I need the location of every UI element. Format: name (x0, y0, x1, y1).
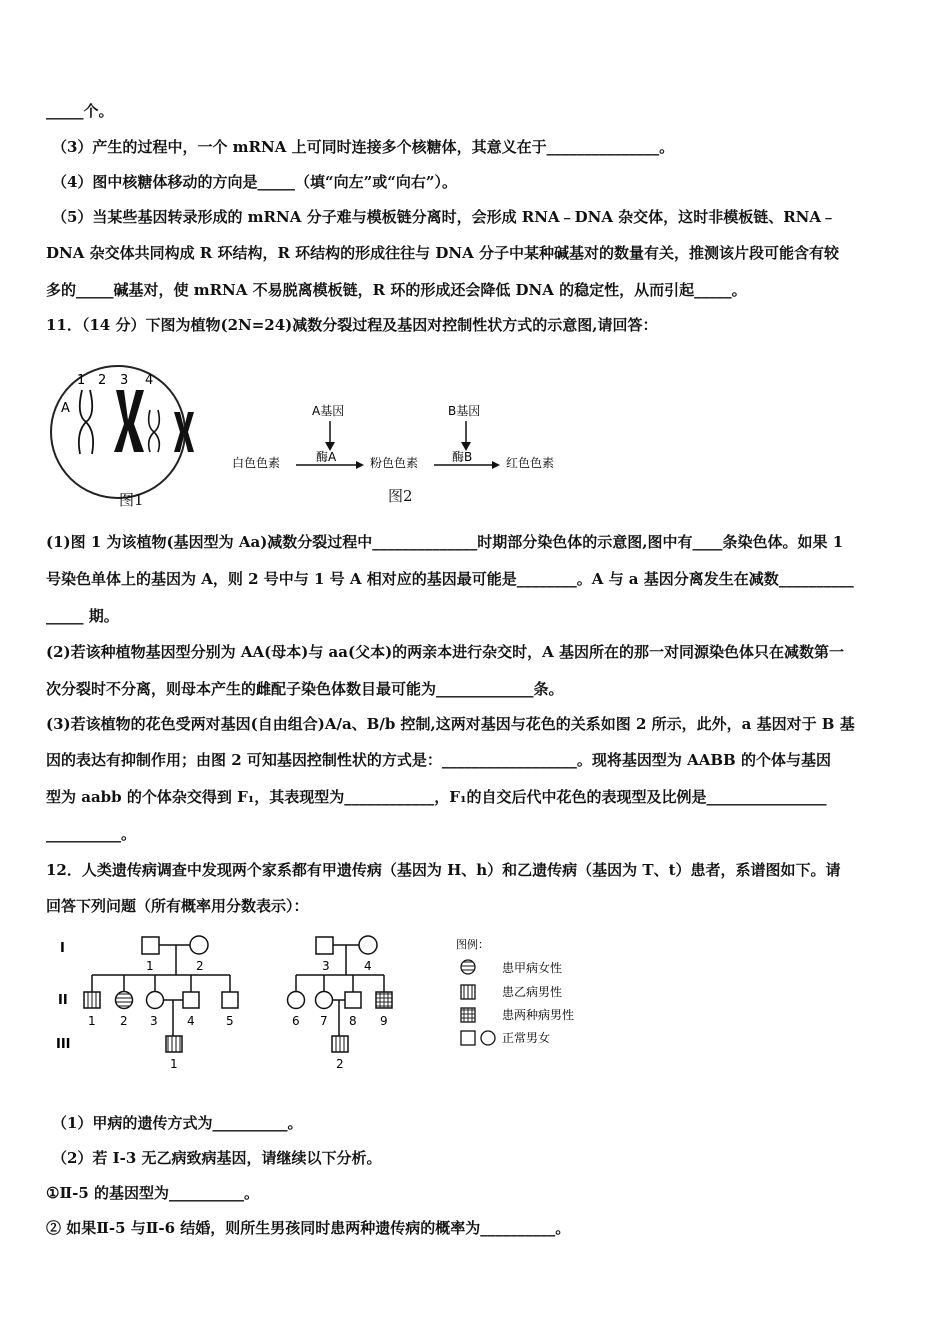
individual-number: 1 (170, 1057, 178, 1071)
white-pigment-label: 白色色素 (232, 456, 281, 470)
family-1 (84, 936, 238, 1052)
figure-1-caption: 图1 (119, 491, 144, 509)
legend-label: 患甲病女性 (502, 961, 563, 975)
question-12-1: （1）甲病的遗传方式为__________。 (52, 1114, 303, 1132)
chromosome-solid-large (114, 390, 144, 452)
legend-label: 患两种病男性 (502, 1008, 575, 1022)
legend-label: 正常男女 (502, 1031, 551, 1045)
text-line: DNA 杂交体共同构成 R 环结构，R 环结构的形成往往与 DNA 分子中某种碱基对的数量有关，推测该片段可能含有较 (46, 244, 839, 262)
individual-number: 1 (146, 959, 154, 973)
male-normal (142, 937, 159, 954)
text-line: 号染色单体上的基因为 A，则 2 号中与 1 号 A 相对应的基因最可能是________。A 与 a 基因分离发生在减数__________ (46, 570, 854, 588)
male-both-diseases (376, 992, 392, 1008)
generation-label-3: III (56, 1037, 71, 1052)
individual-number: 7 (320, 1014, 328, 1028)
legend-title: 图例： (456, 938, 489, 951)
individual-number: 3 (322, 959, 330, 973)
male-normal (222, 992, 238, 1008)
family-2 (288, 936, 393, 1052)
text-line: 次分裂时不分离，则母本产生的雌配子染色体数目最可能为_____________条。 (46, 680, 564, 698)
text-line: 回答下列问题（所有概率用分数表示）： (46, 897, 309, 915)
problem-12-heading: 12．人类遗传病调查中发现两个家系都有甲遗传病（基因为 H、h）和乙遗传病（基因为 T、t）患者，系谱图如下。请 (46, 861, 841, 879)
red-pigment-label: 红色色素 (506, 456, 555, 470)
legend-normal-female-symbol (481, 1031, 495, 1045)
male-disease-b (84, 992, 100, 1008)
male-disease-b (332, 1036, 348, 1052)
question-4: （4）图中核糖体移动的方向是_____（填“向左”或“向右”）。 (52, 173, 457, 191)
question-11-2: (2)若该种植物基因型分别为 AA(母本)与 aa(父本)的两亲本进行杂交时，A 基因所在的那一对同源染色体只在减数第一 (46, 643, 845, 661)
chromosome-outline-small (149, 410, 160, 452)
individual-number: 5 (226, 1014, 234, 1028)
generation-label-1: I (60, 941, 65, 956)
male-normal (345, 992, 361, 1008)
male-normal (183, 992, 199, 1008)
figure-1-cell (46, 360, 216, 510)
female-normal (288, 992, 305, 1009)
legend-label: 患乙病男性 (502, 985, 563, 999)
individual-number: 6 (292, 1014, 300, 1028)
gene-a-label: A基因 (312, 404, 345, 418)
individual-number: 3 (150, 1014, 158, 1028)
question-12-2-sub-2: ② 如果Ⅱ-5 与Ⅱ-6 结婚，则所生男孩同时患两种遗传病的概率为__________。 (46, 1219, 571, 1237)
legend-disease-b-male-symbol (461, 985, 475, 999)
gene-label-a: A (61, 401, 70, 416)
figure-2-pathway (230, 395, 580, 480)
problem-11-heading: 11．（14 分）下图为植物(2N=24)减数分裂过程及基因对控制性状方式的示意图,请回答： (46, 316, 658, 334)
pedigree-chart (50, 928, 610, 1078)
question-5: （5）当某些基因转录形成的 mRNA 分子难与模板链分离时，会形成 RNA﹣DNA 杂交体，这时非模板链、RNA﹣ (52, 208, 837, 226)
question-11-3: (3)若该植物的花色受两对基因(自由组合)A/a、B/b 控制,这两对基因与花色的关系如图 2 所示，此外，a 基因对于 B 基 (46, 715, 855, 733)
chromatid-number: 4 (145, 373, 154, 388)
individual-number: 4 (187, 1014, 195, 1028)
question-12-2: （2）若 I-3 无乙病致病基因，请继续以下分析。 (52, 1149, 382, 1167)
text-line: _____ 期。 (46, 607, 119, 625)
male-normal (316, 937, 333, 954)
text-line: 型为 aabb 的个体杂交得到 F₁，其表现型为____________，F₁的自交后代中花色的表现型及比例是________________ (46, 788, 827, 806)
individual-number: 2 (120, 1014, 128, 1028)
text-line: _____个。 (46, 102, 114, 120)
chromatid-number: 2 (98, 373, 107, 388)
question-11-1: (1)图 1 为该植物(基因型为 Aa)减数分裂过程中______________时期部分染色体的示意图,图中有____条染色体。如果 1 (46, 533, 844, 551)
legend-disease-a-female-symbol (461, 960, 475, 974)
male-disease-b (166, 1036, 182, 1052)
text-line: 因的表达有抑制作用；由图 2 可知基因控制性状的方式是：__________________。现将基因型为 AABB 的个体与基因 (46, 751, 831, 769)
individual-number: 2 (196, 959, 204, 973)
individual-number: 2 (336, 1057, 344, 1071)
chromatid-number: 1 (77, 373, 86, 388)
chromatid-number: 3 (120, 373, 129, 388)
text-line: 多的_____碱基对，使 mRNA 不易脱离模板链，R 环的形成还会降低 DNA 的稳定性，从而引起_____。 (46, 281, 747, 299)
gene-b-label: B基因 (448, 404, 481, 418)
cell-outline (51, 366, 185, 498)
female-normal (190, 936, 208, 954)
chromosome-outline-large (79, 390, 93, 454)
female-normal (359, 936, 377, 954)
female-normal (316, 992, 333, 1009)
question-3: （3）产生的过程中，一个 mRNA 上可同时连接多个核糖体，其意义在于_______________。 (52, 138, 675, 156)
individual-number: 1 (88, 1014, 96, 1028)
individual-number: 4 (364, 959, 372, 973)
pink-pigment-label: 粉色色素 (370, 456, 419, 470)
figure-2-caption: 图2 (388, 487, 413, 505)
legend-symbols (461, 960, 495, 1045)
individual-number: 9 (380, 1014, 388, 1028)
enzyme-b-label: 酶B (452, 450, 473, 464)
individual-number: 8 (349, 1014, 357, 1028)
legend-both-diseases-male-symbol (461, 1008, 475, 1022)
female-disease-a (116, 992, 133, 1009)
generation-label-2: II (58, 993, 68, 1008)
question-12-2-sub-1: ①Ⅱ-5 的基因型为__________。 (46, 1184, 259, 1202)
enzyme-a-label: 酶A (316, 450, 337, 464)
female-normal (147, 992, 164, 1009)
text-line: __________。 (46, 825, 137, 843)
legend-normal-male-symbol (461, 1031, 475, 1045)
